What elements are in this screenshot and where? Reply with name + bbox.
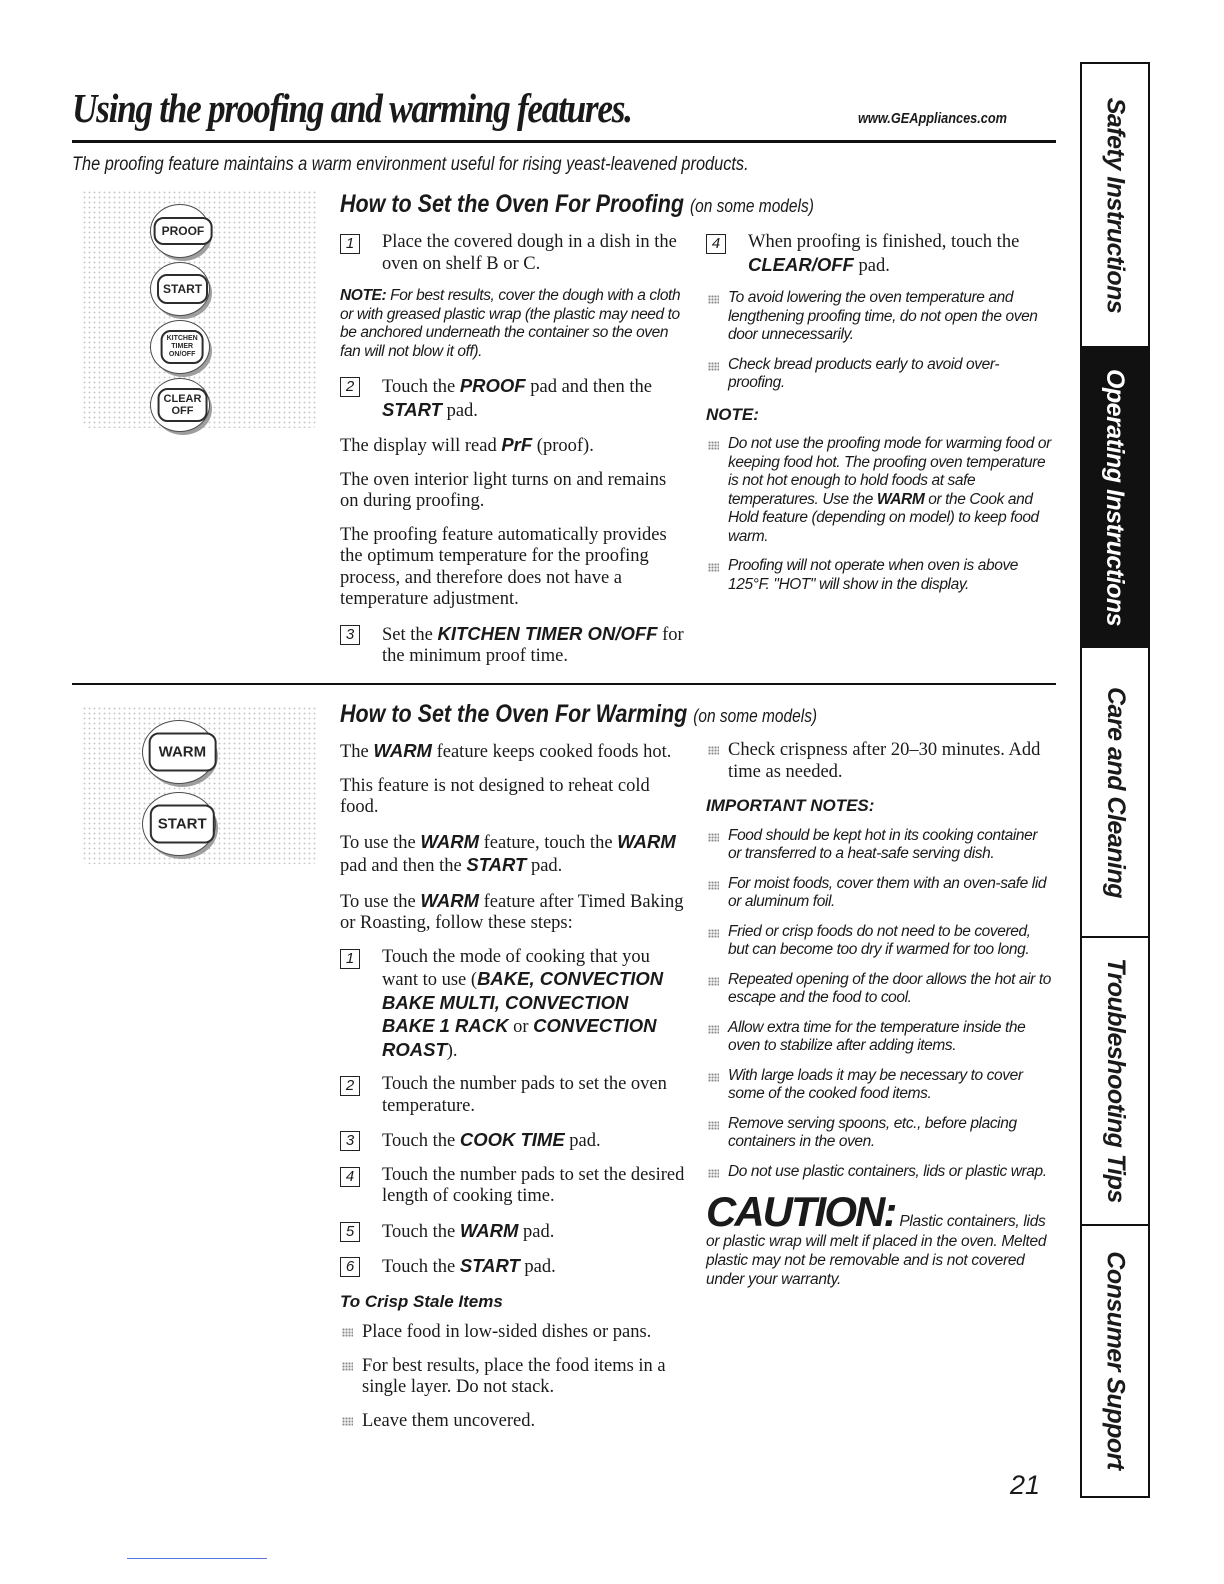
- proofing-keypad-panel: [82, 190, 318, 428]
- tip-item: To avoid lowering the oven temperature and lengthening proofing time, do not open the oven door unnecessarily.: [706, 289, 1051, 345]
- step-number: 4: [340, 1167, 360, 1187]
- proofing-column-right: [706, 232, 1051, 605]
- proofing-section-title: How to Set the Oven For Proofing (on some models): [340, 190, 814, 218]
- proofing-tips: [706, 289, 1051, 393]
- important-item: Repeated opening of the door allows the hot air to escape and the food to cool.: [706, 971, 1051, 1008]
- warming-column-left: [340, 740, 685, 1444]
- warming-column-right: [706, 740, 1051, 1289]
- note-item: Proofing will not operate when oven is above 125°F. "HOT" will show in the display.: [706, 557, 1051, 594]
- step-number: 6: [340, 1257, 360, 1277]
- warm-pad: [142, 720, 216, 784]
- step-number: 4: [706, 234, 726, 254]
- proofing-note-1: NOTE: For best results, cover the dough with a cloth or with greased plastic wrap (the plastic may need to be anchored underneath the container so the oven fan will not blow it off).: [340, 287, 681, 360]
- section-divider: [72, 683, 1056, 685]
- start-pad-label: START: [157, 274, 208, 304]
- warming-step-3: 3 Touch the COOK TIME pad.: [340, 1129, 685, 1153]
- sidebar-tabs: [1080, 62, 1150, 1498]
- tab-operating-instructions[interactable]: Operating Instructions: [1082, 346, 1148, 648]
- warming-section-title: How to Set the Oven For Warming (on some models): [340, 700, 818, 728]
- crisp-item: Leave them uncovered.: [340, 1411, 685, 1433]
- page-number: 21: [1010, 1470, 1041, 1500]
- start-pad: [150, 262, 210, 316]
- light-text: The oven interior light turns on and remains on during proofing.: [340, 469, 667, 511]
- important-heading: IMPORTANT NOTES:: [706, 796, 875, 815]
- clear-off-pad-label: CLEAR OFF: [158, 388, 208, 422]
- warm-para-1: The WARM feature keeps cooked foods hot.: [340, 740, 672, 762]
- step-number: 2: [340, 377, 360, 397]
- note-heading: NOTE:: [706, 404, 759, 424]
- warming-keypad-panel: [82, 706, 318, 864]
- warm-para-4: To use the WARM feature after Timed Baking or Roasting, follow these steps:: [340, 889, 684, 933]
- step-number: 1: [340, 234, 360, 254]
- tab-safety-instructions[interactable]: Safety Instructions: [1082, 64, 1148, 348]
- footer-rule: [127, 1558, 267, 1559]
- step-number: 2: [340, 1076, 360, 1096]
- caution-block: [706, 1188, 1051, 1289]
- warm-para-2: This feature is not designed to reheat cold food.: [340, 775, 650, 817]
- clear-off-pad: [150, 378, 210, 432]
- crisp-item: For best results, place the food items in a single layer. Do not stack.: [340, 1356, 685, 1399]
- important-item: Do not use plastic containers, lids or plastic wrap.: [706, 1163, 1051, 1182]
- important-item: With large loads it may be necessary to cover some of the cooked food items.: [706, 1067, 1051, 1104]
- warming-step-1: 1 Touch the mode of cooking that you want to use (BAKE, CONVECTION BAKE MULTI, CONVECTION BAKE 1 RACK or CONVECTION ROAST).: [340, 947, 685, 1063]
- proofing-step-2: 2 Touch the PROOF pad and then the START pad.: [340, 375, 685, 422]
- crisp-heading: To Crisp Stale Items: [340, 1291, 503, 1311]
- auto-temp-text: The proofing feature automatically provides the optimum temperature for the proofing process, and therefore does not have a temperature adjustment.: [340, 524, 667, 609]
- important-item: Remove serving spoons, etc., before placing containers in the oven.: [706, 1115, 1051, 1152]
- tab-troubleshooting-tips[interactable]: Troubleshooting Tips: [1082, 936, 1148, 1226]
- warming-step-6: 6 Touch the START pad.: [340, 1255, 685, 1279]
- title-rule: [72, 140, 1056, 143]
- important-item: Allow extra time for the temperature inside the oven to stabilize after adding items.: [706, 1019, 1051, 1056]
- page-title: Using the proofing and warming features.: [72, 85, 632, 131]
- caution-word: CAUTION:: [706, 1188, 896, 1235]
- proofing-column-left: [340, 232, 685, 680]
- important-item: Fried or crisp foods do not need to be covered, but can become too dry if warmed for too long.: [706, 923, 1051, 960]
- display-text: The display will read PrF (proof).: [340, 434, 594, 456]
- step-number: 3: [340, 1131, 360, 1151]
- important-item: Food should be kept hot in its cooking container or transferred to a heat-safe serving dish.: [706, 827, 1051, 864]
- kitchen-timer-pad-label: KITCHEN TIMER ON/OFF: [161, 330, 204, 364]
- intro-text: The proofing feature maintains a warm environment useful for rising yeast-leavened products.: [72, 154, 749, 175]
- warming-step-4: 4 Touch the number pads to set the desired length of cooking time.: [340, 1165, 685, 1208]
- important-item: For moist foods, cover them with an oven-safe lid or aluminum foil.: [706, 875, 1051, 912]
- start-pad-label: START: [150, 805, 215, 844]
- step-number: 5: [340, 1222, 360, 1242]
- caution-text: Plastic containers, lids or plastic wrap will melt if placed in the oven. Melted plastic may not be removable and is not covered under your warranty.: [706, 1213, 1047, 1288]
- tip-item: Check bread products early to avoid over-proofing.: [706, 356, 1051, 393]
- warming-step-5: 5 Touch the WARM pad.: [340, 1220, 685, 1244]
- crisp-item: Place food in low-sided dishes or pans.: [340, 1322, 685, 1344]
- proofing-step-3: 3 Set the KITCHEN TIMER ON/OFF for the minimum proof time.: [340, 623, 685, 668]
- step-number: 3: [340, 625, 360, 645]
- tab-consumer-support[interactable]: Consumer Support: [1101, 1250, 1130, 1470]
- crisp-check: Check crispness after 20–30 minutes. Add time as needed.: [706, 740, 1051, 783]
- proof-pad-label: PROOF: [154, 217, 213, 245]
- proofing-step-1: 1 Place the covered dough in a dish in the oven on shelf B or C.: [340, 232, 685, 275]
- kitchen-timer-pad: [150, 320, 210, 374]
- proofing-notes: [706, 435, 1051, 594]
- proof-pad: [150, 204, 210, 258]
- start-pad: [142, 792, 216, 856]
- warm-pad-label: WARM: [149, 733, 217, 772]
- warm-para-3: To use the WARM feature, touch the WARM pad and then the START pad.: [340, 830, 676, 876]
- important-notes: [706, 827, 1051, 1182]
- proofing-step-4: 4 When proofing is finished, touch the CLEAR/OFF pad.: [706, 232, 1051, 277]
- website-link[interactable]: www.GEAppliances.com: [858, 110, 1008, 127]
- tab-care-and-cleaning[interactable]: Care and Cleaning: [1082, 648, 1148, 938]
- warming-step-2: 2 Touch the number pads to set the oven temperature.: [340, 1074, 685, 1117]
- step-number: 1: [340, 949, 360, 969]
- note-item: Do not use the proofing mode for warming food or keeping food hot. The proofing oven temperature is not hot enough to hold foods at safe temperatures. Use the WARM or the Cook and Hold feature (depending on model) to keep food warm.: [706, 435, 1051, 546]
